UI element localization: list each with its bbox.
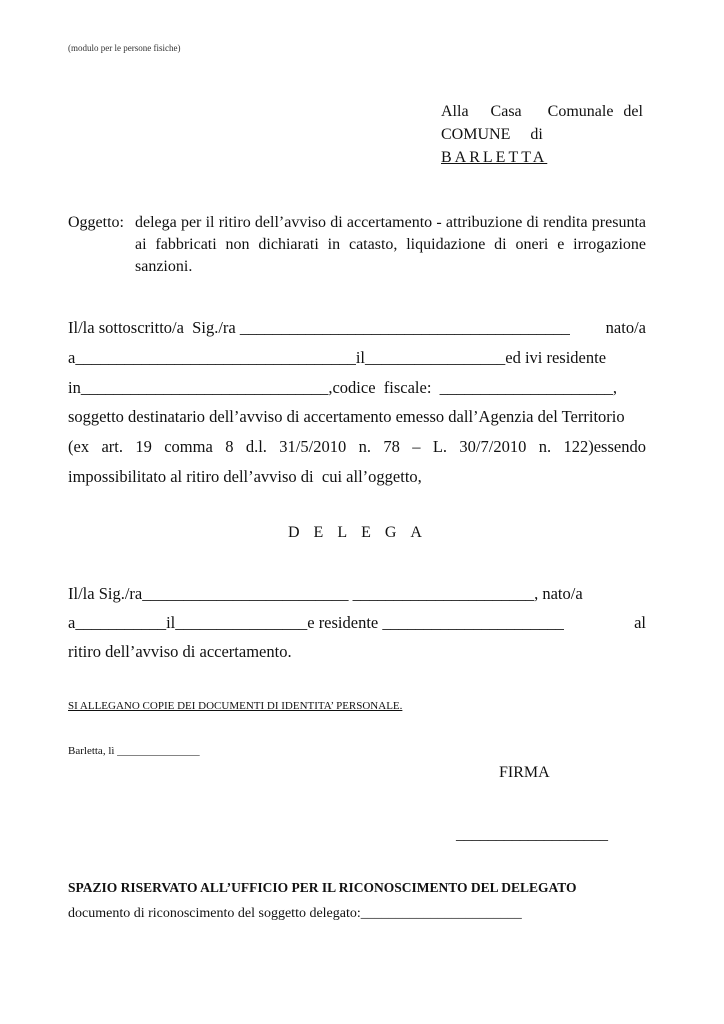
line-segment: a__________________________________il_________________ed ivi residente (68, 348, 607, 367)
delegate-name-line (68, 584, 646, 604)
line-segment: impossibilitato al ritiro dell’avviso di cui all’oggetto, (68, 467, 422, 486)
line-segment: ritiro dell’avviso di accertamento. (68, 642, 292, 661)
subject-text: delega per il ritiro dell’avviso di accertamento - attribuzione di rendita presunta ai fabbricati non dichiarati in catasto, liquidazione di oneri e irrogazione sanzioni. (135, 214, 646, 275)
place-date-field: Barletta, lì _______________ (68, 745, 200, 757)
delega-title: DELEGA (288, 524, 436, 541)
line-segment: a___________il________________e residente ______________________ (68, 613, 564, 632)
subject-block (68, 212, 646, 278)
line-word: n. (358, 437, 371, 456)
subject-label: Oggetto: (68, 214, 124, 231)
signature-label: FIRMA (499, 764, 550, 781)
line-word: art. (101, 437, 123, 456)
line-segment: al (634, 613, 646, 632)
line-word: 31/5/2010 (279, 437, 347, 456)
recipient-word: Casa (490, 103, 522, 120)
declarant-residence-line (68, 378, 646, 398)
line-segment: Il/la sottoscritto/a Sig./ra ________________________________________ (68, 318, 570, 337)
line-word: L. (432, 437, 448, 456)
declarant-notice-line (68, 407, 646, 427)
recipient-word: del (623, 103, 643, 120)
line-word: 78 (383, 437, 400, 456)
delegate-birth-line (68, 613, 646, 633)
line-word: d.l. (245, 437, 267, 456)
office-reserved-heading: SPAZIO RISERVATO ALL’UFFICIO PER IL RICONOSCIMENTO DEL DELEGATO (68, 880, 577, 895)
recipient-line-2 (441, 126, 543, 144)
recipient-line-1 (441, 103, 643, 121)
recipient-word: Alla (441, 103, 469, 120)
signature-line: ___________________ (456, 826, 608, 843)
declarant-name-line (68, 318, 646, 338)
line-segment: soggetto destinatario dell’avviso di accertamento emesso dall’Agenzia del Territorio (68, 407, 625, 426)
declarant-birth-line (68, 348, 646, 368)
recipient-word: di (530, 126, 543, 143)
impossibility-line (68, 467, 646, 487)
line-word: 30/7/2010 (459, 437, 527, 456)
delegate-purpose-line (68, 642, 646, 662)
legal-reference-line (68, 437, 646, 457)
line-word: – (412, 437, 421, 456)
recipient-word: COMUNE (441, 126, 511, 143)
line-word: 122)essendo (563, 437, 646, 456)
line-word: (ex (68, 437, 90, 456)
line-segment: Il/la Sig./ra_________________________ ______________________, nato/a (68, 584, 583, 603)
delegate-id-document-line: documento di riconoscimento del soggetto delegato:_______________________ (68, 906, 522, 921)
attachments-note: SI ALLEGANO COPIE DEI DOCUMENTI DI IDENTITA’ PERSONALE. (68, 700, 403, 712)
line-word: comma (164, 437, 213, 456)
line-word: n. (538, 437, 552, 456)
recipient-word: Comunale (547, 103, 614, 120)
recipient-city: BARLETTA (441, 149, 548, 166)
form-type-note: (modulo per le persone fisiche) (68, 43, 181, 53)
line-segment: nato/a (605, 318, 646, 337)
line-word: 8 (225, 437, 234, 456)
line-word: 19 (135, 437, 152, 456)
line-segment: in______________________________,codice fiscale: _____________________, (68, 378, 618, 397)
